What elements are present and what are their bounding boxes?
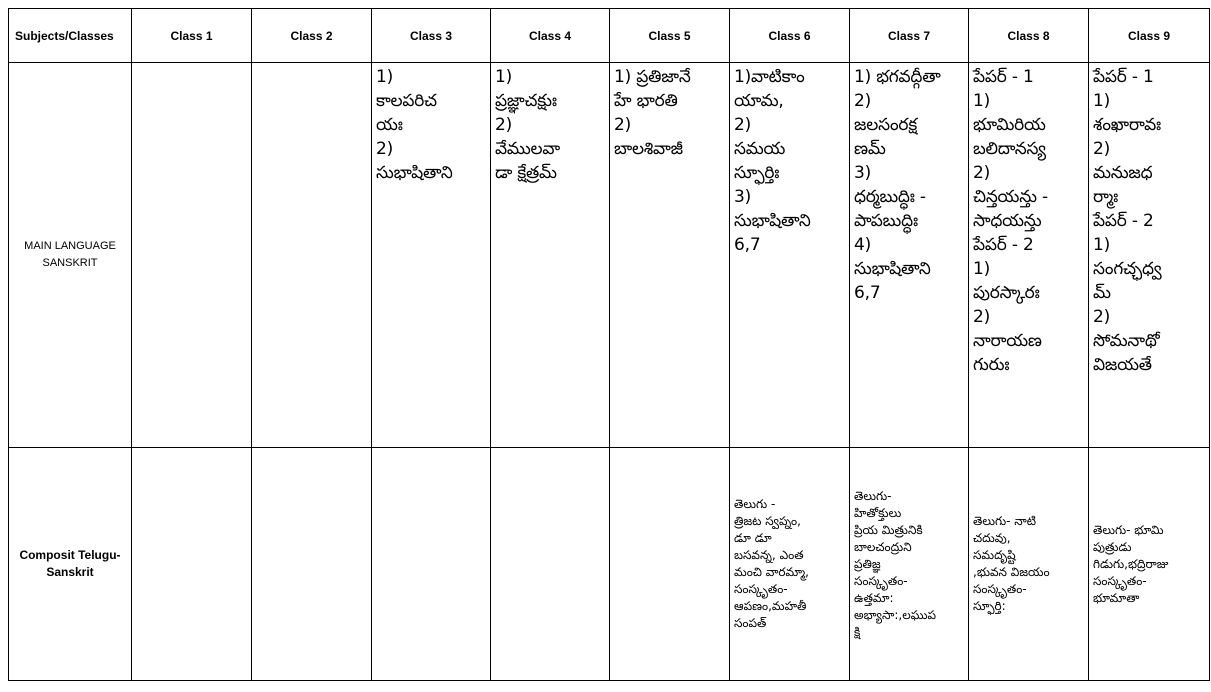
- header-class-9: Class 9: [1089, 9, 1210, 63]
- table-cell-main-class-4: [491, 63, 610, 448]
- lesson-list: 1) ప్రజ్ఞాచక్షుః 2) వేములవా డా క్షేత్రమ్: [495, 67, 561, 183]
- table-cell-main-class-1: [132, 63, 252, 448]
- syllabus-table: [8, 8, 1210, 681]
- lesson-list: [132, 63, 251, 65]
- table-cell-comp-class-6: [730, 448, 850, 681]
- lesson-list: 1) కాలపరిచ యః 2) సుభాషితాని: [376, 67, 453, 183]
- table-cell-comp-class-2: [252, 448, 372, 681]
- header-class-1: Class 1: [132, 9, 252, 63]
- header-class-8: Class 8: [969, 9, 1089, 63]
- table-row-main-language-sanskrit: [9, 63, 1210, 448]
- header-class-2: Class 2: [252, 9, 372, 63]
- table-row-composit-telugu-sanskrit: [9, 448, 1210, 681]
- lesson-list: 1) భగవద్గీతా 2) జలసంరక్ష ణమ్ 3) ధర్మబుద్ధిః - పాపబుద్ధిః 4) సుభాషితాని 6,7: [854, 67, 941, 303]
- header-class-7: Class 7: [850, 9, 969, 63]
- subject-cell-composit: Composit Telugu-Sanskrit: [9, 448, 132, 681]
- table-cell-comp-class-5: [610, 448, 730, 681]
- header-class-3: Class 3: [372, 9, 491, 63]
- lesson-list: తెలుగు- నాటి చదువు, సమదృష్టి ,భువన విజయం సంస్కృతం- స్ఫూర్తి:: [973, 514, 1050, 613]
- lesson-list: పేపర్ - 1 1) శంఖారావః 2) మనుజధ ర్మాః పేపర్ - 2 1) సంగచ్ఛధ్వ మ్ 2) సోమనాథో విజయతే: [1093, 67, 1162, 375]
- lesson-list: 1)వాటికాం యామ, 2) సమయ స్ఫూర్తిః 3) సుభాషితాని 6,7: [734, 67, 811, 255]
- table-cell-comp-class-3: [372, 448, 491, 681]
- header-subjects-classes: Subjects/Classes: [9, 9, 132, 63]
- table-cell-main-class-8: [969, 63, 1089, 448]
- lesson-list: తెలుగు- హితోక్తులు ప్రియ మిత్రునికి బాలచంద్రుని ప్రతిజ్ఞ సంస్కృతం- ఉత్తమా: అభ్యాసా:,లఘుప క్షి: [854, 488, 937, 639]
- table-cell-comp-class-1: [132, 448, 252, 681]
- lesson-list: పేపర్ - 1 1) భూమిరియ బలిదానస్య 2) చిన్తయన్తు - సాధయన్తు పేపర్ - 2 1) పురస్కారః 2) నారాయణ గురుః: [973, 67, 1048, 375]
- lesson-list: తెలుగు - త్రిజట స్వప్నం, డూ డూ బసవన్న, ఎంత మంచి వారమ్మా, సంస్కృతం- ఆపణం,మహతీ సంపత్: [734, 497, 809, 630]
- table-cell-main-class-5: [610, 63, 730, 448]
- subject-cell-main-language: MAIN LANGUAGE SANSKRIT: [9, 63, 132, 448]
- table-cell-comp-class-8: [969, 448, 1089, 681]
- header-class-6: Class 6: [730, 9, 850, 63]
- table-cell-main-class-9: [1089, 63, 1210, 448]
- table-cell-comp-class-9: [1089, 448, 1210, 681]
- table-cell-main-class-7: [850, 63, 969, 448]
- table-cell-comp-class-7: [850, 448, 969, 681]
- header-class-4: Class 4: [491, 9, 610, 63]
- table-cell-comp-class-4: [491, 448, 610, 681]
- table-cell-main-class-6: [730, 63, 850, 448]
- lesson-list: 1) ప్రతిజానే హే భారతి 2) బాలశివాజీ: [614, 67, 691, 159]
- header-class-5: Class 5: [610, 9, 730, 63]
- lesson-list: [252, 63, 371, 65]
- table-cell-main-class-3: [372, 63, 491, 448]
- header-row: [9, 9, 1210, 63]
- lesson-list: తెలుగు- భూమి పుత్రుడు గిడుగు,భద్రిరాజు సంస్కృతం- భూమాతా: [1093, 522, 1169, 605]
- table-cell-main-class-2: [252, 63, 372, 448]
